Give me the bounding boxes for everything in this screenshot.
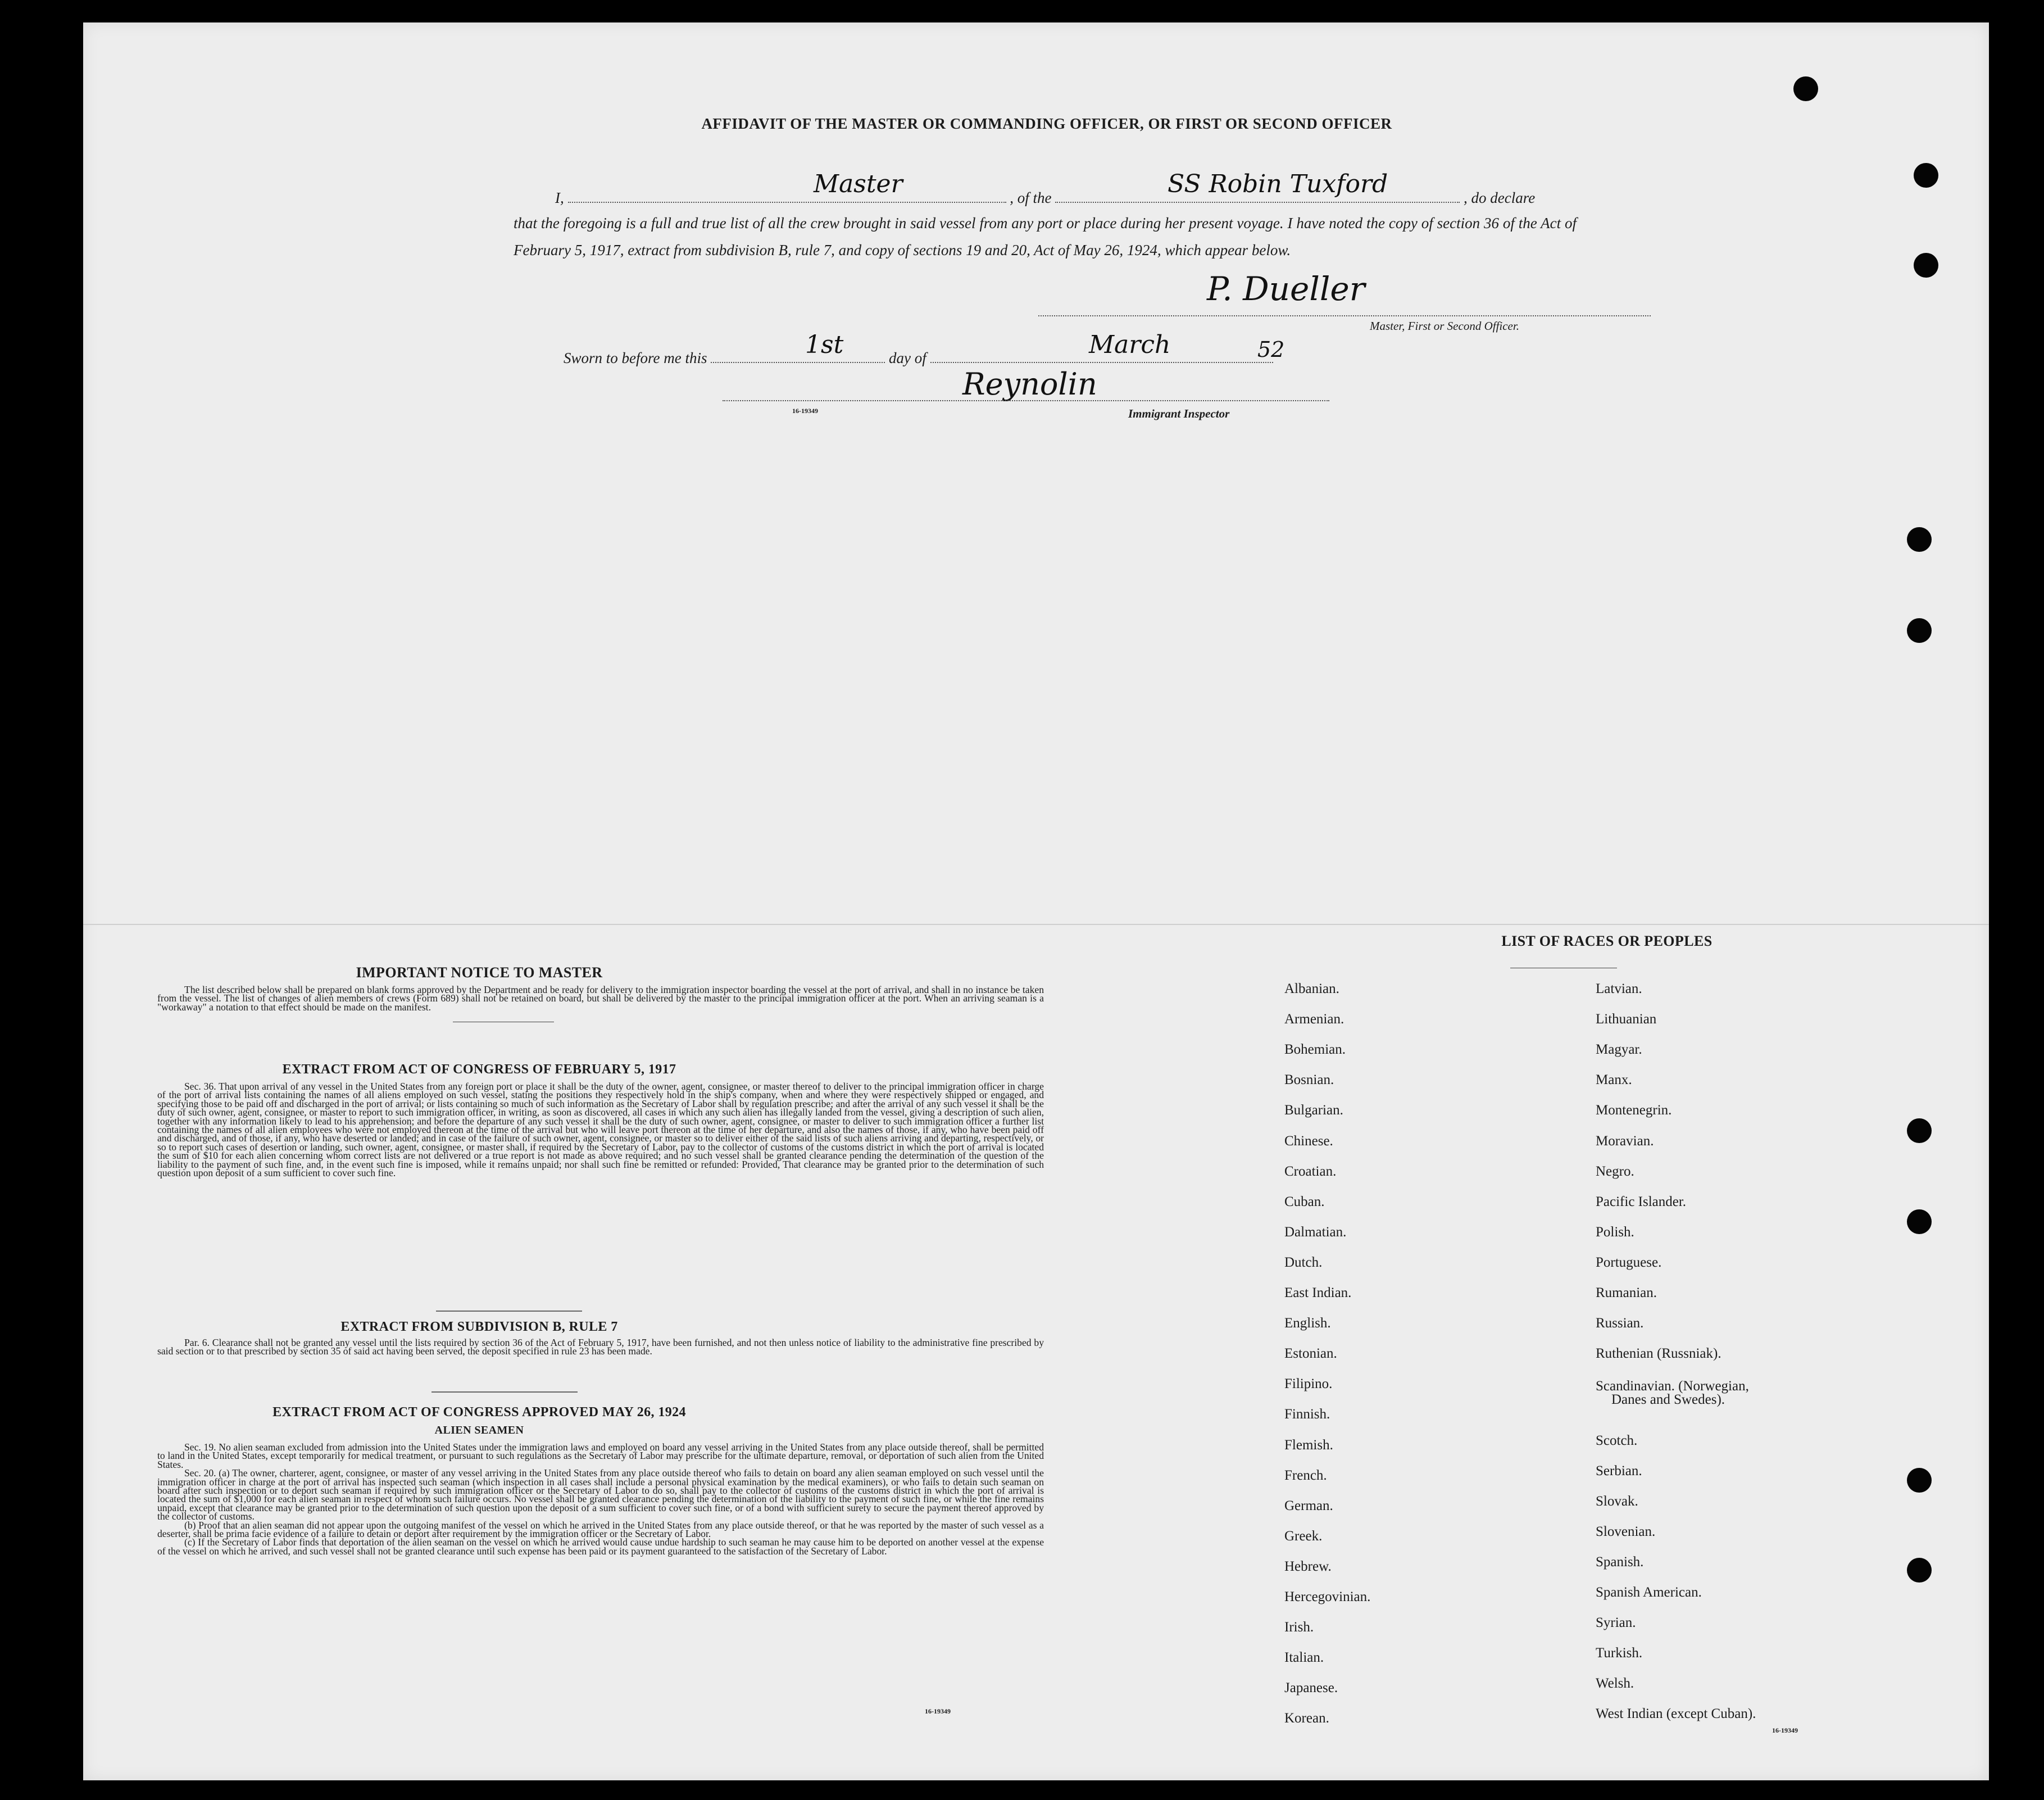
race-item: Montenegrin. bbox=[1596, 1103, 1672, 1118]
race-item: Moravian. bbox=[1596, 1133, 1654, 1149]
race-item: Bohemian. bbox=[1284, 1042, 1346, 1057]
race-item: Hebrew. bbox=[1284, 1559, 1332, 1574]
document-page bbox=[83, 22, 1989, 1780]
race-item: Scandinavian. (Norwegian, bbox=[1596, 1379, 1749, 1394]
signature-line bbox=[1038, 315, 1651, 316]
race-item: Hercegovinian. bbox=[1284, 1589, 1371, 1604]
race-item: Bulgarian. bbox=[1284, 1103, 1343, 1118]
races-title: LIST OF RACES OR PEOPLES bbox=[1501, 933, 1713, 949]
handwritten-year: 52 bbox=[1257, 337, 1285, 362]
divider bbox=[431, 1391, 578, 1393]
race-scandinavian-line2: Danes and Swedes). bbox=[1611, 1392, 1725, 1407]
punch-hole bbox=[1907, 1118, 1932, 1143]
race-item: Serbian. bbox=[1596, 1463, 1642, 1479]
punch-hole bbox=[1907, 618, 1932, 643]
alien-seamen-subtitle: ALIEN SEAMEN bbox=[434, 1424, 524, 1436]
race-item: Magyar. bbox=[1596, 1042, 1642, 1057]
race-item: Russian. bbox=[1596, 1316, 1644, 1331]
race-item: Negro. bbox=[1596, 1164, 1634, 1179]
punch-hole bbox=[1907, 1468, 1932, 1493]
rule7-text: Par. 6. Clearance shall not be granted any vessel until the lists required by section 36 of the Act of February 5, 1917, have been furnished, and not then unless notice of liability to the administrative fine prescribed by said section or to that prescribed by section 35 of said act having been served, the deposit specified in rule 23 has been made. bbox=[157, 1337, 1044, 1357]
day-blank bbox=[711, 348, 885, 363]
race-item: Bosnian. bbox=[1284, 1072, 1334, 1087]
affidavit-body: that the foregoing is a full and true list of all the crew brought in said vessel from any port or place during her present voyage. I have noted the copy of section 36 of the Act of February 5, 1917, extract from subdivision B, rule 7, and copy of sections 19 and 20, Act of May 26, 1924, which appear below. bbox=[514, 215, 1577, 259]
race-item: Croatian. bbox=[1284, 1164, 1337, 1179]
race-item: Lithuanian bbox=[1596, 1012, 1657, 1027]
race-item: Scotch. bbox=[1596, 1433, 1638, 1448]
punch-hole bbox=[1914, 163, 1938, 188]
punch-hole bbox=[1907, 1209, 1932, 1234]
extract-1924-body bbox=[157, 1443, 1044, 1556]
punch-hole bbox=[1793, 76, 1818, 101]
race-item: Armenian. bbox=[1284, 1012, 1345, 1027]
race-item: Chinese. bbox=[1284, 1133, 1333, 1149]
race-item: Korean. bbox=[1284, 1711, 1329, 1726]
race-item: Flemish. bbox=[1284, 1438, 1333, 1453]
race-item: Manx. bbox=[1596, 1072, 1632, 1087]
punch-hole bbox=[1907, 527, 1932, 552]
race-item: Estonian. bbox=[1284, 1346, 1337, 1361]
race-item: French. bbox=[1284, 1468, 1327, 1483]
handwritten-day: 1st bbox=[805, 330, 844, 359]
inspector-line bbox=[723, 400, 1329, 401]
race-item: Slovenian. bbox=[1596, 1524, 1656, 1539]
race-item: West Indian (except Cuban). bbox=[1596, 1706, 1756, 1721]
race-item: Spanish American. bbox=[1596, 1585, 1702, 1600]
race-item: Latvian. bbox=[1596, 981, 1642, 996]
rule7-title: EXTRACT FROM SUBDIVISION B, RULE 7 bbox=[340, 1320, 618, 1334]
declaration-prefix: I, bbox=[555, 189, 564, 206]
extract-1917-title: EXTRACT FROM ACT OF CONGRESS OF FEBRUARY 5, 1917 bbox=[282, 1062, 676, 1077]
inspector-caption: Immigrant Inspector bbox=[1128, 407, 1230, 420]
race-item: Rumanian. bbox=[1596, 1285, 1657, 1300]
race-item: Cuban. bbox=[1284, 1194, 1325, 1209]
race-item: Polish. bbox=[1596, 1225, 1634, 1240]
race-item: Turkish. bbox=[1596, 1645, 1643, 1661]
race-item: Japanese. bbox=[1284, 1680, 1338, 1695]
handwritten-inspector: Reynolin bbox=[962, 366, 1097, 402]
race-item: Dutch. bbox=[1284, 1255, 1323, 1270]
notice-title: IMPORTANT NOTICE TO MASTER bbox=[356, 964, 603, 981]
name-blank bbox=[568, 188, 1006, 203]
race-item: Welsh. bbox=[1596, 1676, 1634, 1691]
day-of-label: day of bbox=[889, 350, 926, 366]
handwritten-name: Master bbox=[814, 170, 903, 198]
extract-1924-title: EXTRACT FROM ACT OF CONGRESS APPROVED MAY 26, 1924 bbox=[272, 1405, 686, 1420]
race-item: Portuguese. bbox=[1596, 1255, 1662, 1270]
race-item: Greek. bbox=[1284, 1529, 1323, 1544]
race-item: Ruthenian (Russniak). bbox=[1596, 1346, 1721, 1361]
form-code: 16-19349 bbox=[925, 1707, 951, 1715]
punch-hole bbox=[1907, 1558, 1932, 1583]
sec-20b-text: (b) Proof that an alien seaman did not appear upon the outgoing manifest of the vessel on which he arrived in the United States from any place outside thereof, or that he was reported by the master of such vessel as a deserter, shall be prima facie evidence of a failure to detain or deport after requirement by the immigration officer or the Secretary of Labor. bbox=[157, 1519, 1044, 1540]
form-code: 16-19349 bbox=[792, 407, 818, 415]
race-item: Pacific Islander. bbox=[1596, 1194, 1687, 1209]
sec-20c-text: (c) If the Secretary of Labor finds that deportation of the alien seaman on the vessel on which he arrived would cause undue hardship to such seaman he may cause him to be deported on another vessel at the expense of the vessel on which he arrived, and such vessel shall not be granted clearance until such expense has been paid or its payment guaranteed to the satisfaction of the Secretary of Labor. bbox=[157, 1536, 1044, 1557]
race-item: German. bbox=[1284, 1498, 1333, 1513]
race-item: Italian. bbox=[1284, 1650, 1324, 1665]
race-item: Irish. bbox=[1284, 1620, 1314, 1635]
race-item: Syrian. bbox=[1596, 1615, 1636, 1630]
race-item: Albanian. bbox=[1284, 981, 1339, 996]
affidavit-title: AFFIDAVIT OF THE MASTER OR COMMANDING OFFICER, OR FIRST OR SECOND OFFICER bbox=[701, 115, 1392, 132]
sworn-prefix: Sworn to before me this bbox=[564, 350, 707, 366]
extract-1917-text: Sec. 36. That upon arrival of any vessel in the United States from any foreign port or place it shall be the duty of the owner, agent, consignee, or master thereof to deliver to the principal immigration officer in charge of the port of arrival lists containing the names of all aliens employed on such vessel, stating the positions they respectively hold in the ship's company, when and where they were respectively shipped or engaged, and specifying those to be paid off and discharged in the port of arrival; or lists containing so much of such information as the Secretary of Labor shall by regulation prescribe; and after the arrival of any such vessel it shall be the duty of such owner, agent, consignee, or master to report to such immigration officer, in writing, as soon as discovered, all cases in which any such alien has illegally landed from the vessel, giving a description of such alien, together with any information likely to lead to his apprehension; and before the departure of any such vessel it shall be the duty of such owner, agent, consignee, or master to deliver to such immigration officer a further list containing the names of all alien employees who were not employed thereon at the time of the arrival but who will leave port thereon at the time of her departure, and also the names of those, if any, who have been paid off and discharged, and of those, if any, who have deserted or landed; and in case of the failure of such owner, agent, consignee, or master so to deliver either of the said lists of such aliens arriving and departing, respectively, or so to report such cases of desertion or landing, such owner, agent, consignee, or master shall, if required by the Secretary of Labor, pay to the collector of customs of the customs district in which the port of arrival is located the sum of $10 for each alien concerning whom correct lists are not delivered or a true report is not made as above required; and no such vessel shall be granted clearance pending the determination of the question of the liability to the payment of such fine, and, in the event such fine is imposed, while it remains unpaid; nor shall such fine be remitted or refunded: Provided, That clearance may be granted prior to the determination of such question upon deposit of a sum sufficient to cover such fine. bbox=[157, 1081, 1044, 1179]
affidavit-declaration-line bbox=[555, 188, 1656, 207]
notice-text: The list described below shall be prepared on blank forms approved by the Department and be ready for delivery to the immigration inspector boarding the vessel at the port of arrival, and shall in no instance be taken from the vessel. The list of changes of alien members of crews (Form 689) shall not be retained on board, but shall be delivered by the master to the principal immigration officer at the port. When an arriving seaman is a "workaway" a notation to that effect should be made on the manifest. bbox=[157, 984, 1044, 1013]
fold-line bbox=[83, 924, 1989, 925]
race-item: English. bbox=[1284, 1316, 1331, 1331]
declaration-of-the: , of the bbox=[1010, 189, 1052, 206]
race-item: Filipino. bbox=[1284, 1376, 1333, 1391]
handwritten-vessel: SS Robin Tuxford bbox=[1168, 170, 1388, 198]
declaration-suffix: , do declare bbox=[1464, 189, 1536, 206]
race-item: East Indian. bbox=[1284, 1285, 1352, 1300]
race-item: Dalmatian. bbox=[1284, 1225, 1347, 1240]
race-item: Slovak. bbox=[1596, 1494, 1638, 1509]
handwritten-month: March bbox=[1089, 330, 1171, 359]
race-item: Spanish. bbox=[1596, 1554, 1644, 1570]
divider bbox=[436, 1311, 582, 1312]
handwritten-signature: P. Dueller bbox=[1207, 270, 1365, 308]
sec-20a-text: Sec. 20. (a) The owner, charterer, agent, consignee, or master of any vessel arriving in the United States from any place outside thereof who fails to detain on board any alien seaman employed on such vessel until the immigration officer in charge at the port of arrival has inspected such seaman (which inspection in all cases shall include a personal physical examination by the medical examiners), or who fails to detain such seaman on board after such inspection or to deport such seaman if required by such immigration officer or the Secretary of Labor to do so, shall pay to the collector of customs of the customs district in which the port of arrival is located the sum of $1,000 for each alien seaman in respect of whom such failure occurs. No vessel shall be granted clearance pending the determination of the liability to the payment of such fine, or while the fine remains unpaid, except that clearance may be granted prior to the determination of such question upon the deposit of a sum sufficient to cover such fine, or of a bond with sufficient surety to secure the payment thereof approved by the collector of customs. bbox=[157, 1467, 1044, 1522]
form-code: 16-19349 bbox=[1772, 1726, 1798, 1734]
punch-hole bbox=[1914, 253, 1938, 278]
sec-19-text: Sec. 19. No alien seaman excluded from admission into the United States under the immigration laws and employed on board any vessel arriving in the United States from any place outside thereof, shall be permitted to land in the United States, except temporarily for medical treatment, or pursuant to such regulations as the Secretary of Labor may prescribe for the ultimate departure, removal, or deportation of such alien from the United States. bbox=[157, 1441, 1044, 1470]
race-item: Finnish. bbox=[1284, 1407, 1330, 1422]
signature-caption: Master, First or Second Officer. bbox=[1370, 319, 1519, 333]
